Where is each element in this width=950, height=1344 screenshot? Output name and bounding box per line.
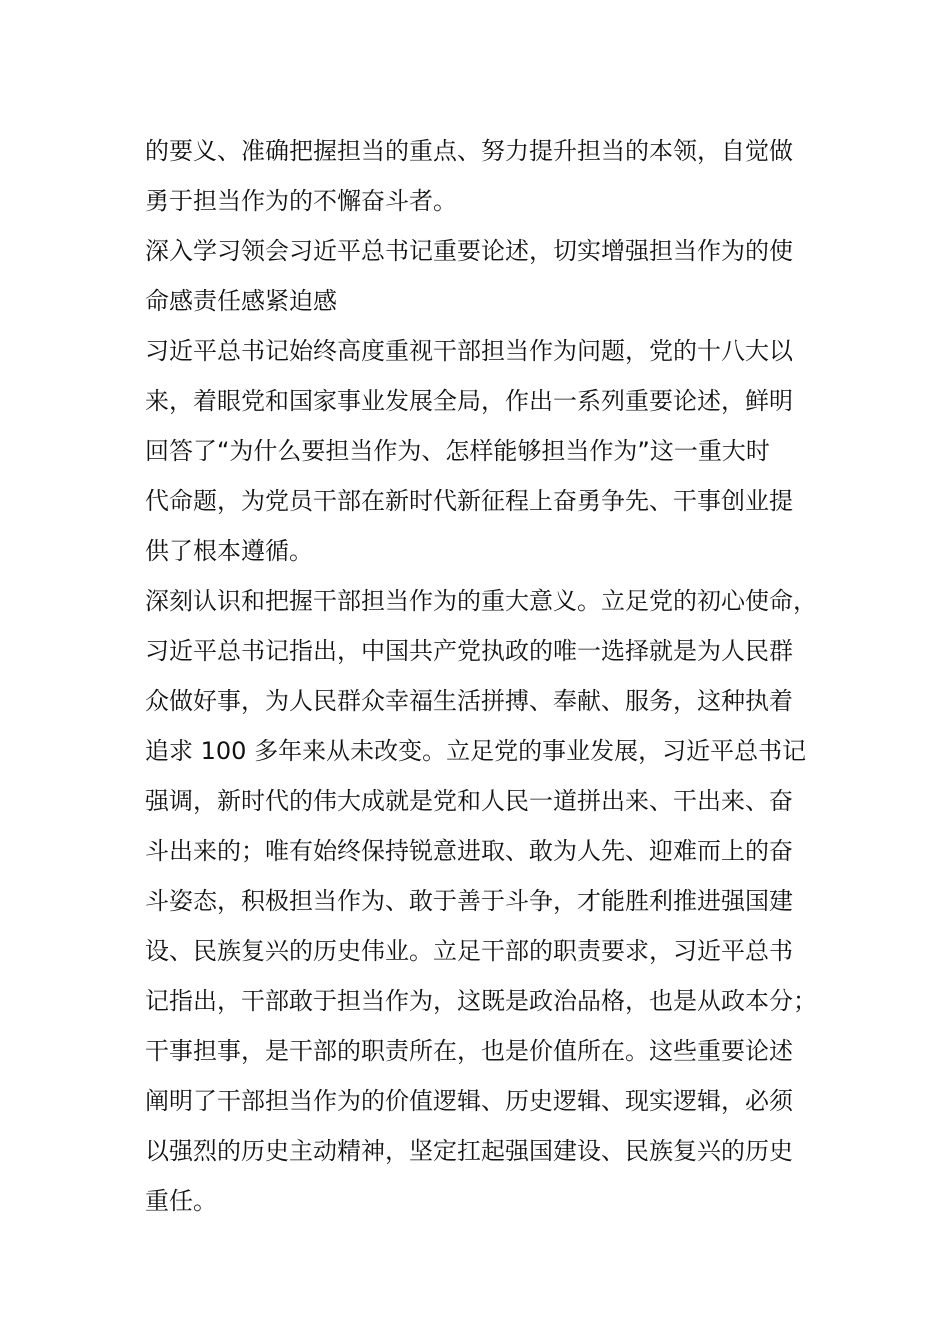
text-line: 深刻认识和把握干部担当作为的重大意义。立足党的初心使命， (145, 587, 817, 615)
section-heading (145, 226, 805, 326)
text-line: 供了根本遵循。 (145, 537, 313, 565)
text-line: 干事担事，是干部的职责所在，也是价值所在。这些重要论述 (145, 1037, 793, 1065)
text-line: 习近平总书记始终高度重视干部担当作为问题，党的十八大以 (145, 337, 793, 365)
heading-line: 命感责任感紧迫感 (145, 287, 337, 315)
text-line: 斗出来的；唯有始终保持锐意进取、敢为人先、迎难而上的奋 (145, 837, 793, 865)
paragraph-continuation (145, 126, 805, 226)
text-line: 以强烈的历史主动精神，坚定扛起强国建设、民族复兴的历史 (145, 1137, 793, 1165)
paragraph-intro (145, 326, 805, 576)
text-line: 习近平总书记指出，中国共产党执政的唯一选择就是为人民群 (145, 637, 793, 665)
text-line: 众做好事，为人民群众幸福生活拼搏、奉献、服务，这种执着 (145, 687, 793, 715)
text-line: 的要义、准确把握担当的重点、努力提升担当的本领，自觉做 (145, 137, 793, 165)
heading-line: 深入学习领会习近平总书记重要论述，切实增强担当作为的使 (145, 237, 793, 265)
text-line: 阐明了干部担当作为的价值逻辑、历史逻辑、现实逻辑，必须 (145, 1087, 793, 1115)
paragraph-significance (145, 576, 817, 1226)
text-line: 记指出，干部敢于担当作为，这既是政治品格，也是从政本分； (145, 987, 817, 1015)
text-line: 追求 100 多年来从未改变。立足党的事业发展，习近平总书记 (145, 737, 807, 765)
text-line: 勇于担当作为的不懈奋斗者。 (145, 187, 457, 215)
text-line: 强调，新时代的伟大成就是党和人民一道拼出来、干出来、奋 (145, 787, 793, 815)
document-body (145, 126, 817, 1226)
text-line: 斗姿态，积极担当作为、敢于善于斗争，才能胜利推进强国建 (145, 887, 793, 915)
text-line: 回答了“为什么要担当作为、怎样能够担当作为”这一重大时 (145, 437, 770, 465)
text-line: 代命题，为党员干部在新时代新征程上奋勇争先、干事创业提 (145, 487, 793, 515)
text-line: 设、民族复兴的历史伟业。立足干部的职责要求，习近平总书 (145, 937, 793, 965)
text-line: 重任。 (145, 1187, 217, 1215)
text-line: 来，着眼党和国家事业发展全局，作出一系列重要论述，鲜明 (145, 387, 793, 415)
